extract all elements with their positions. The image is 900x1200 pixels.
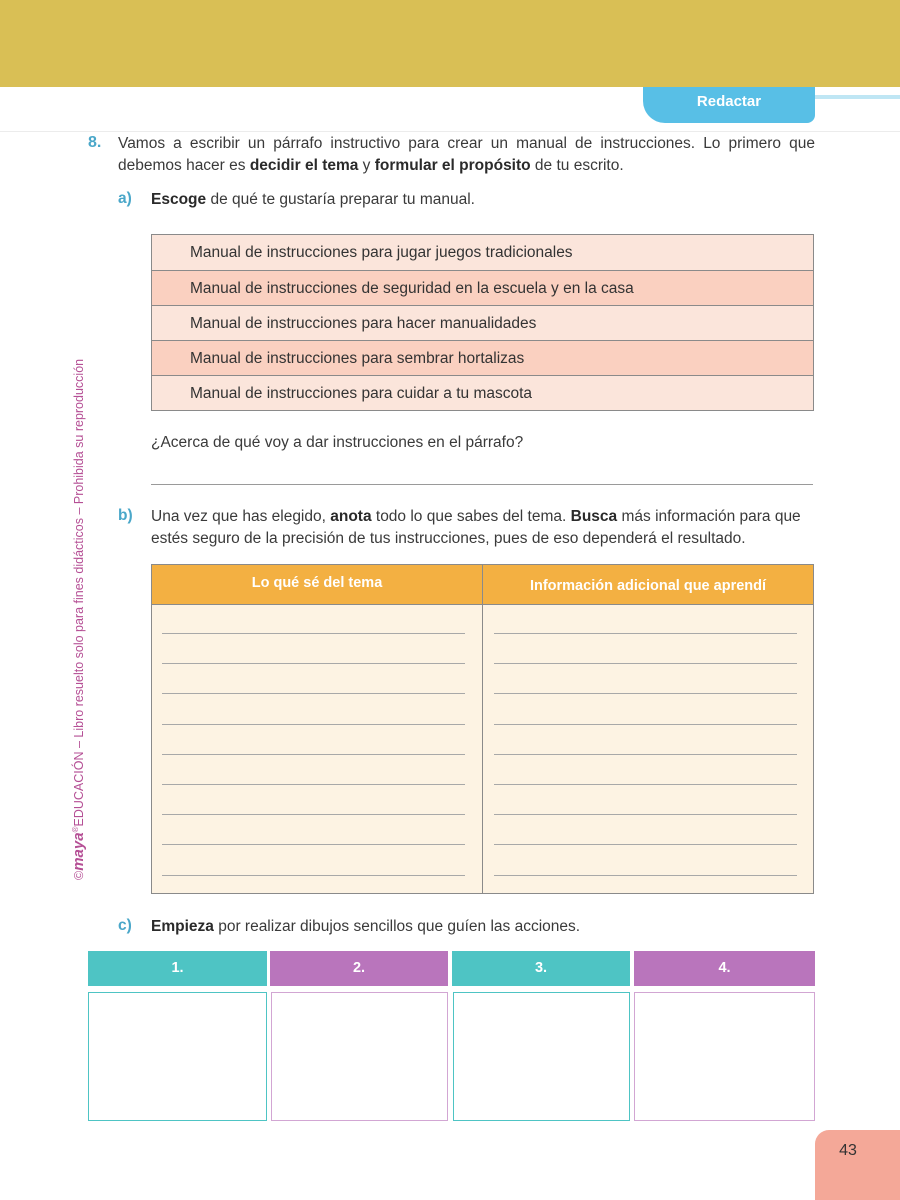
writing-line: [162, 693, 465, 694]
writing-line: [162, 754, 465, 755]
drawing-box-2[interactable]: [271, 992, 448, 1121]
drawing-box-4[interactable]: [634, 992, 815, 1121]
option-row[interactable]: Manual de instrucciones para hacer manualidades: [152, 305, 813, 340]
part-b-letter: b): [118, 507, 133, 524]
writing-line: [494, 875, 797, 876]
known-column[interactable]: [152, 605, 483, 893]
question-text-2: y: [358, 157, 375, 174]
copyright-notice: [70, 320, 87, 880]
registered-mark: ®: [70, 826, 80, 833]
writing-line: [494, 724, 797, 725]
step-header-4: 4.: [634, 951, 815, 986]
drawing-box-1[interactable]: [88, 992, 267, 1121]
part-c-letter: c): [118, 917, 132, 934]
writing-line: [162, 663, 465, 664]
page-number: 43: [839, 1142, 857, 1159]
page-number-tab: [815, 1130, 900, 1200]
writing-line: [494, 754, 797, 755]
option-row[interactable]: Manual de instrucciones de seguridad en la escuela y en la casa: [152, 270, 813, 305]
header-band: [0, 0, 900, 87]
step-header-1: 1.: [88, 951, 267, 986]
section-tab-shadow: [815, 95, 900, 99]
question-bold-2: formular el propósito: [374, 157, 531, 174]
part-b-instruction: [151, 506, 815, 550]
knowledge-table-header: [152, 565, 813, 605]
part-b-text-2: todo lo que sabes del tema.: [371, 508, 571, 525]
step-header-2: 2.: [270, 951, 448, 986]
writing-line: [494, 784, 797, 785]
drawing-box-3[interactable]: [453, 992, 630, 1121]
knowledge-table: [151, 564, 814, 894]
copyright-text: EDUCACIÓN – Libro resuelto solo para fines didácticos – Prohibida su reproducción: [72, 358, 86, 827]
option-row[interactable]: Manual de instrucciones para jugar juegos tradicionales: [152, 235, 813, 270]
question-text-3: de tu escrito.: [530, 157, 624, 174]
writing-line: [494, 663, 797, 664]
part-c-instruction: [151, 916, 580, 938]
writing-line: [494, 844, 797, 845]
part-b-bold-2: Busca: [570, 508, 618, 525]
writing-line: [162, 875, 465, 876]
part-a-bold: Escoge: [151, 191, 207, 208]
part-a-instruction: [151, 189, 475, 211]
option-row[interactable]: Manual de instrucciones para cuidar a tu mascota: [152, 375, 813, 410]
writing-line: [162, 633, 465, 634]
question-number: 8.: [88, 134, 102, 151]
header-divider: [0, 131, 900, 132]
writing-line: [494, 693, 797, 694]
part-b-bold-1: anota: [330, 508, 372, 525]
writing-line: [162, 844, 465, 845]
part-c-bold: Empieza: [151, 918, 214, 935]
option-row[interactable]: Manual de instrucciones para sembrar hortalizas: [152, 340, 813, 375]
part-b-text-1: Una vez que has elegido,: [151, 508, 331, 525]
question-bold-1: decidir el tema: [249, 157, 359, 174]
topic-question: ¿Acerca de qué voy a dar instrucciones en el párrafo?: [151, 434, 524, 451]
writing-line: [162, 784, 465, 785]
step-header-3: 3.: [452, 951, 630, 986]
section-tab-label: Redactar: [696, 93, 762, 110]
part-a-text: de qué te gustaría preparar tu manual.: [206, 191, 475, 208]
writing-line: [162, 814, 465, 815]
writing-line: [494, 633, 797, 634]
question-instructions: [118, 133, 815, 177]
question-text-1: Vamos a escribir un párrafo instructivo para crear un manual de instrucciones. Lo primero que debemos hacer es: [118, 135, 815, 174]
column-header-learned: Información adicional que aprendí: [529, 578, 767, 594]
learned-column[interactable]: [483, 605, 813, 893]
topic-answer-line[interactable]: [151, 484, 813, 485]
column-header-known: Lo qué sé del tema: [152, 565, 483, 604]
manual-options-list: [151, 234, 814, 411]
writing-line: [494, 814, 797, 815]
section-tab: [643, 87, 815, 123]
part-c-text: por realizar dibujos sencillos que guíen las acciones.: [213, 918, 581, 935]
part-a-letter: a): [118, 190, 132, 207]
copyright-symbol: ©: [72, 870, 86, 880]
part-b-text-3: más información para que estés seguro de la precisión de tus instrucciones, pues de eso dependerá el resultado.: [151, 508, 801, 547]
knowledge-table-body: [152, 605, 813, 893]
writing-line: [162, 724, 465, 725]
brand-logo-text: maya: [70, 832, 87, 871]
